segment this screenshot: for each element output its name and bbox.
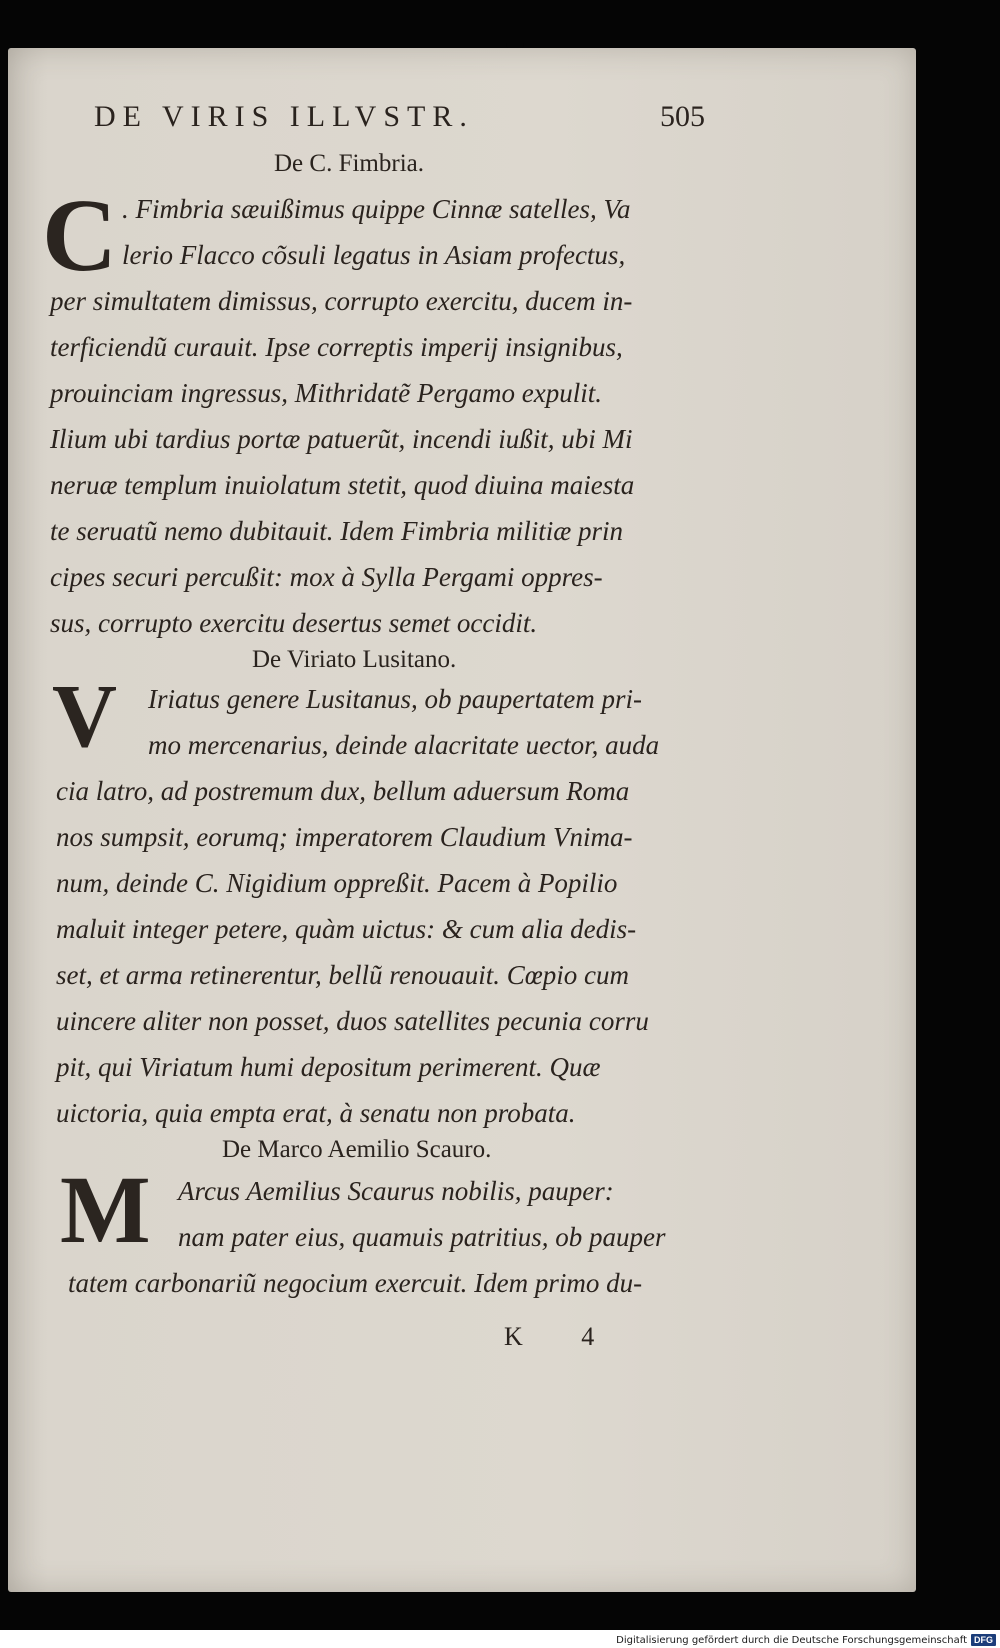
text-line: mo mercenarius, deinde alacritate uector, auda xyxy=(148,730,660,760)
text-line: cia latro, ad postremum dux, bellum aduersum Roma xyxy=(56,776,630,806)
text-line: uictoria, quia empta erat, à senatu non probata. xyxy=(56,1098,576,1128)
text-line: per simultatem dimissus, corrupto exercitu, ducem in- xyxy=(50,286,633,316)
text-line: set, et arma retinerentur, bellũ renouauit. Cœpio cum xyxy=(56,960,629,990)
text-line: . Fimbria sæuißimus quippe Cinnæ satelles, Va xyxy=(122,194,631,224)
section-title-scauro: De Marco Aemilio Scauro. xyxy=(222,1136,492,1163)
digitization-footer xyxy=(616,1634,996,1646)
drop-cap-c: C xyxy=(42,178,118,293)
text-line: Iriatus genere Lusitanus, ob paupertatem pri- xyxy=(148,684,642,714)
text-line: sus, corrupto exercitu desertus semet occidit. xyxy=(50,608,538,638)
text-line: neruæ templum inuiolatum stetit, quod diuina maiesta xyxy=(50,470,635,500)
drop-cap-v: V xyxy=(52,667,117,766)
section-title-viriato: De Viriato Lusitano. xyxy=(252,646,457,673)
text-line: lerio Flacco cõsuli legatus in Asiam profectus, xyxy=(122,240,626,270)
text-line: cipes securi percußit: mox à Sylla Pergami oppres- xyxy=(50,562,603,592)
text-line: prouinciam ingressus, Mithridatẽ Pergamo expulit. xyxy=(50,378,602,408)
page-number: 505 xyxy=(660,100,705,133)
text-line: tatem carbonariũ negocium exercuit. Idem primo du- xyxy=(68,1268,643,1298)
text-line: nam pater eius, quamuis patritius, ob pauper xyxy=(178,1222,666,1252)
text-line: nos sumpsit, eorumq; imperatorem Claudium Vnima- xyxy=(56,822,633,852)
signature-mark: K 4 xyxy=(504,1322,621,1351)
section-title-fimbria: De C. Fimbria. xyxy=(274,150,424,177)
text-line: Ilium ubi tardius portæ patuerũt, incendi iußit, ubi Mi xyxy=(50,424,633,454)
text-line: num, deinde C. Nigidium oppreßit. Pacem à Popilio xyxy=(56,868,618,898)
dfg-logo: DFG xyxy=(971,1634,996,1646)
text-line: pit, qui Viriatum humi depositum perimerent. Quæ xyxy=(56,1052,601,1082)
text-line: te seruatũ nemo dubitauit. Idem Fimbria militiæ prin xyxy=(50,516,623,546)
running-head: DE VIRIS ILLVSTR. xyxy=(94,100,474,133)
book-page xyxy=(8,48,916,1592)
drop-cap-m: M xyxy=(60,1156,151,1263)
text-line: uincere aliter non posset, duos satellites pecunia corru xyxy=(56,1006,649,1036)
text-line: maluit integer petere, quàm uictus: & cum alia dedis- xyxy=(56,914,637,944)
text-line: terficiendũ curauit. Ipse correptis imperij insignibus, xyxy=(50,332,623,362)
footer-text: Digitalisierung gefördert durch die Deutsche Forschungsgemeinschaft xyxy=(616,1634,967,1646)
text-line: Arcus Aemilius Scaurus nobilis, pauper: xyxy=(178,1176,614,1206)
